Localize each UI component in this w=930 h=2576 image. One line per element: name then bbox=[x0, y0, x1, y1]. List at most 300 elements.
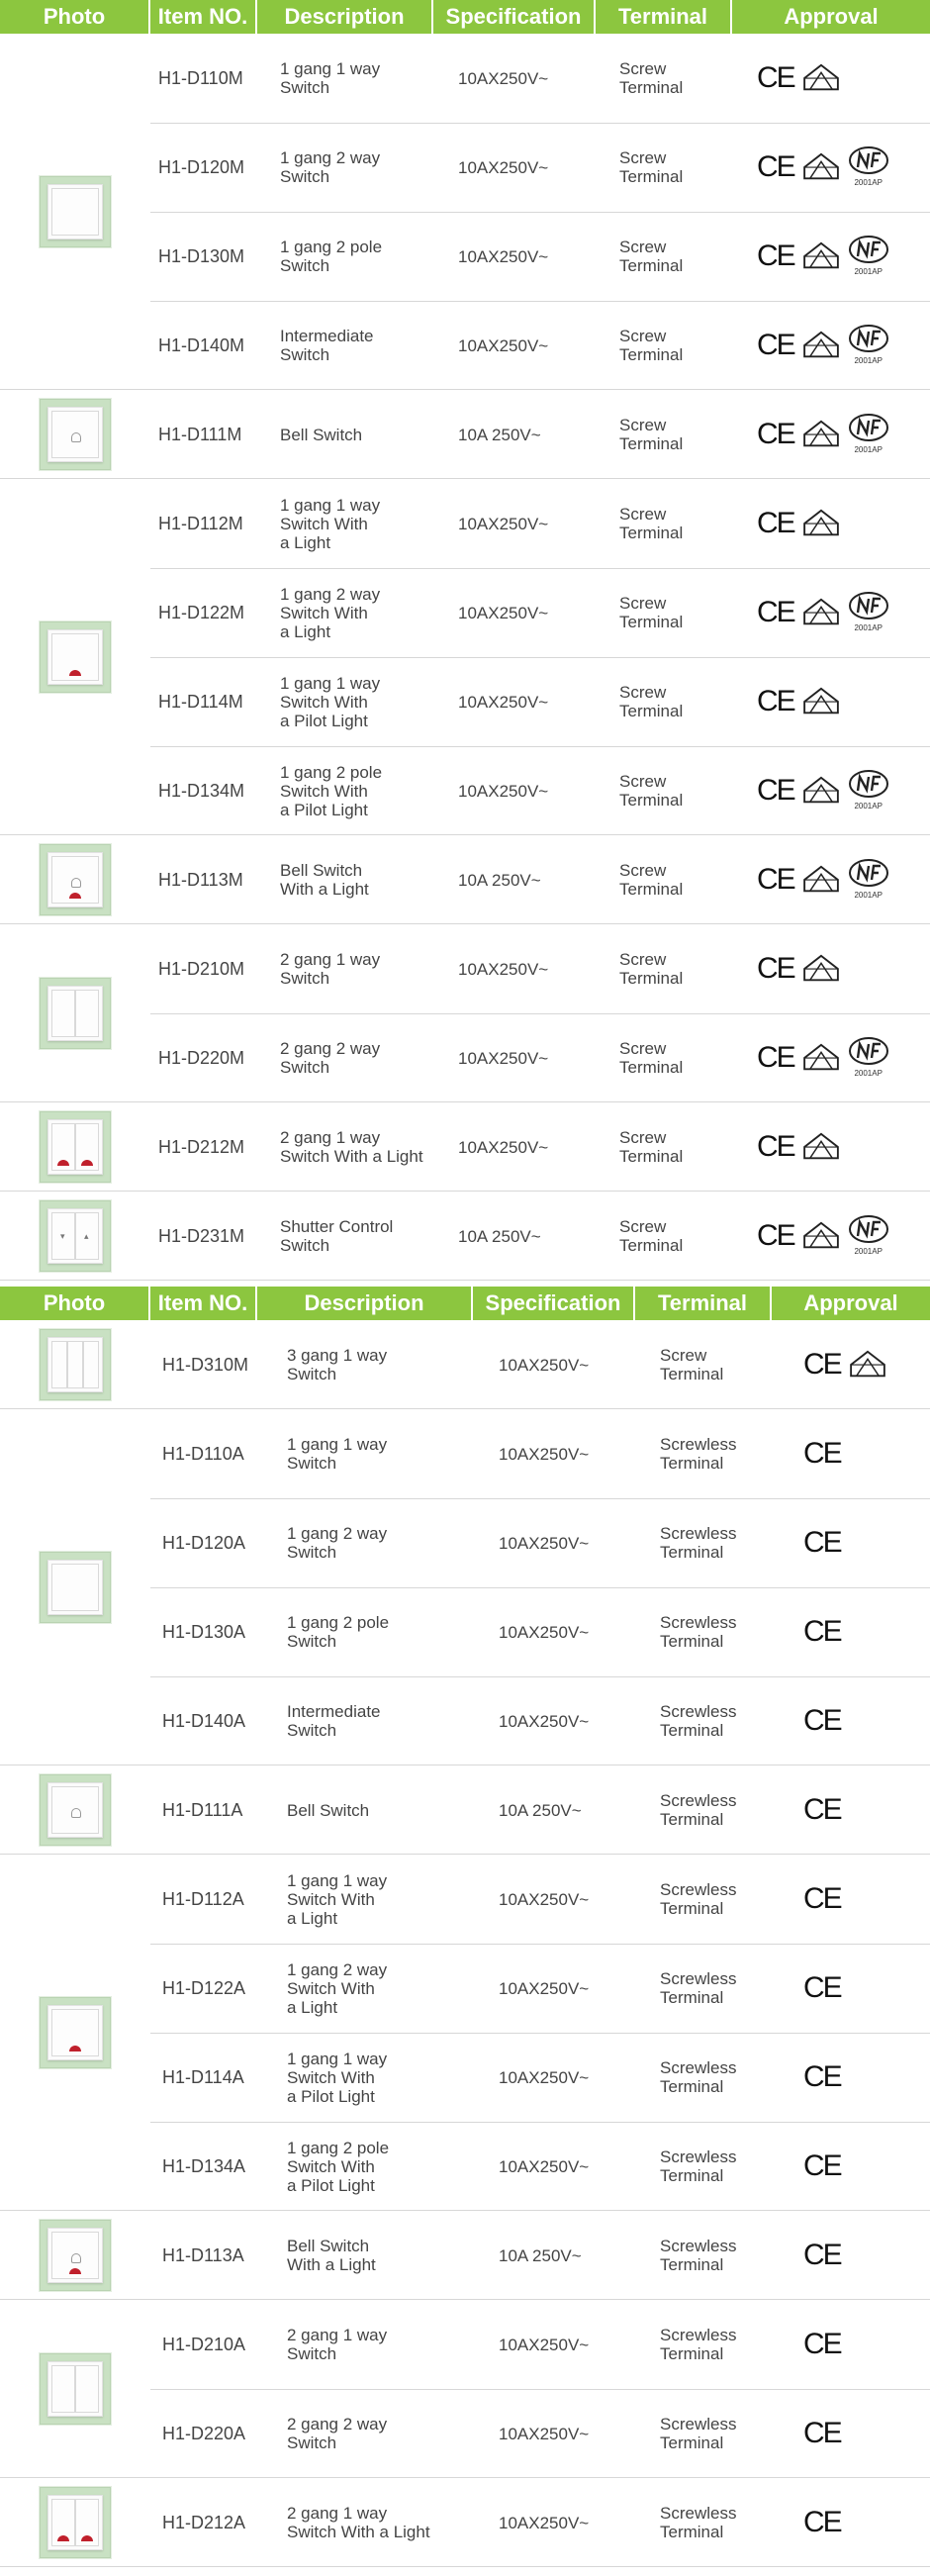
terminal-text: Screw Terminal bbox=[619, 238, 684, 275]
ce-mark-icon: CE bbox=[803, 1348, 841, 1381]
terminal-text: Screw Terminal bbox=[619, 148, 684, 186]
vde-mark-icon bbox=[802, 954, 840, 984]
table-section-1 bbox=[0, 0, 930, 1281]
header-approval: Approval bbox=[784, 4, 879, 29]
nf-mark bbox=[848, 591, 889, 634]
table-body-2 bbox=[0, 1320, 930, 2567]
specification-text: 10A 250V~ bbox=[458, 425, 541, 444]
item-number-text: H1-D111A bbox=[162, 1799, 243, 1820]
approval-marks bbox=[803, 1409, 841, 1498]
table-row bbox=[0, 1409, 930, 1498]
description bbox=[280, 1102, 453, 1192]
terminal bbox=[660, 1855, 779, 1944]
approval-marks bbox=[757, 479, 840, 568]
specification-text: 10AX250V~ bbox=[458, 246, 549, 266]
group-divider bbox=[0, 2566, 930, 2567]
nf-mark-icon bbox=[848, 235, 889, 268]
specification-text: 10AX250V~ bbox=[458, 781, 549, 801]
terminal bbox=[660, 2478, 779, 2567]
specification-text: 10A 250V~ bbox=[499, 2245, 582, 2265]
item-number bbox=[162, 2211, 281, 2300]
terminal bbox=[660, 1944, 779, 2033]
vde-mark-icon bbox=[802, 509, 840, 538]
terminal-text: Screwless Terminal bbox=[660, 2237, 737, 2274]
description bbox=[280, 479, 453, 568]
description-text: Bell Switch With a Light bbox=[287, 2237, 376, 2274]
ce-mark-icon: CE bbox=[757, 952, 794, 985]
terminal bbox=[619, 1102, 738, 1192]
specification-text: 10A 250V~ bbox=[458, 870, 541, 890]
item-number-text: H1-D130A bbox=[162, 1621, 246, 1642]
nf-mark-icon bbox=[848, 858, 889, 892]
approval-marks bbox=[757, 1192, 889, 1281]
table-row bbox=[0, 1102, 930, 1192]
item-number-text: H1-D220M bbox=[158, 1047, 245, 1068]
specification bbox=[499, 2389, 647, 2478]
arrow-down-icon: ▾ bbox=[60, 1231, 65, 1242]
product-group bbox=[0, 1855, 930, 2211]
vde-mark-icon bbox=[802, 152, 840, 182]
specification bbox=[458, 924, 606, 1013]
approval-marks bbox=[803, 1587, 841, 1676]
table-row bbox=[0, 2300, 930, 2389]
ce-mark-icon: CE bbox=[757, 774, 794, 807]
item-number-text: H1-D122M bbox=[158, 602, 245, 622]
terminal-text: Screw Terminal bbox=[619, 327, 684, 364]
nf-caption: 2001AP bbox=[854, 267, 883, 276]
item-number bbox=[162, 2389, 281, 2478]
product-group bbox=[0, 479, 930, 835]
terminal bbox=[619, 390, 738, 479]
approval-marks bbox=[803, 2211, 841, 2300]
item-number-text: H1-D113A bbox=[162, 2244, 244, 2265]
item-number bbox=[158, 1013, 277, 1102]
ce-mark-icon: CE bbox=[757, 61, 794, 94]
description-text: 1 gang 2 way Switch With a Light bbox=[280, 584, 381, 641]
terminal-text: Screw Terminal bbox=[660, 1346, 724, 1383]
approval-marks bbox=[803, 2033, 841, 2122]
table-row bbox=[0, 2122, 930, 2211]
terminal-text: Screw Terminal bbox=[619, 1128, 684, 1166]
approval-marks bbox=[757, 746, 889, 835]
terminal-text: Screwless Terminal bbox=[660, 1880, 737, 1918]
specification-text: 10AX250V~ bbox=[499, 2156, 590, 2176]
item-number-text: H1-D120M bbox=[158, 156, 245, 177]
approval-marks bbox=[757, 568, 889, 657]
approval-marks bbox=[803, 1320, 886, 1409]
approval-marks bbox=[803, 1498, 841, 1587]
specification bbox=[499, 2300, 647, 2389]
ce-mark-icon: CE bbox=[803, 2328, 841, 2360]
terminal-text: Screw Terminal bbox=[619, 416, 684, 453]
specification bbox=[499, 1320, 647, 1409]
vde-mark-icon bbox=[802, 598, 840, 627]
description-text: Bell Switch bbox=[280, 425, 363, 444]
item-number-text: H1-D310M bbox=[162, 1354, 249, 1375]
approval-marks bbox=[803, 1855, 841, 1944]
item-number-text: H1-D140M bbox=[158, 334, 245, 355]
description-text: 1 gang 2 way Switch bbox=[287, 1524, 388, 1562]
specification-text: 10AX250V~ bbox=[458, 603, 549, 622]
description-text: 1 gang 2 pole Switch bbox=[287, 1613, 390, 1651]
header-photo: Photo bbox=[0, 0, 150, 34]
ce-mark-icon: CE bbox=[803, 1615, 841, 1648]
specification-text: 10AX250V~ bbox=[458, 68, 549, 88]
description bbox=[287, 1498, 460, 1587]
description bbox=[287, 2300, 460, 2389]
specification bbox=[499, 2478, 647, 2567]
terminal bbox=[619, 657, 738, 746]
terminal bbox=[619, 479, 738, 568]
item-number-text: H1-D134A bbox=[162, 2155, 246, 2176]
header-specification: Specification bbox=[473, 1287, 635, 1320]
description-text: Bell Switch With a Light bbox=[280, 861, 369, 899]
group-divider bbox=[0, 1280, 930, 1281]
specification bbox=[499, 2122, 647, 2211]
terminal bbox=[660, 1676, 779, 1765]
product-group bbox=[0, 1320, 930, 1409]
ce-mark-icon: CE bbox=[803, 1971, 841, 2004]
specification-text: 10AX250V~ bbox=[499, 2335, 590, 2354]
table-row bbox=[0, 1944, 930, 2033]
description bbox=[287, 2033, 460, 2122]
item-number bbox=[158, 34, 277, 123]
nf-caption: 2001AP bbox=[854, 445, 883, 454]
ce-mark-icon: CE bbox=[757, 418, 794, 450]
terminal bbox=[619, 212, 738, 301]
nf-mark bbox=[848, 235, 889, 278]
table-row bbox=[0, 34, 930, 123]
item-number-text: H1-D122A bbox=[162, 1977, 246, 1998]
item-number-text: H1-D110A bbox=[162, 1443, 244, 1464]
terminal-text: Screwless Terminal bbox=[660, 2147, 737, 2185]
terminal bbox=[619, 924, 738, 1013]
nf-caption: 2001AP bbox=[854, 178, 883, 187]
description-text: 2 gang 1 way Switch With a Light bbox=[287, 2504, 430, 2541]
specification bbox=[458, 479, 606, 568]
terminal bbox=[619, 746, 738, 835]
table-section-2 bbox=[0, 1287, 930, 2567]
specification-text: 10AX250V~ bbox=[499, 1444, 590, 1464]
nf-mark-icon bbox=[848, 591, 889, 624]
specification bbox=[458, 123, 606, 212]
specification-text: 10AX250V~ bbox=[499, 1978, 590, 1998]
product-group bbox=[0, 34, 930, 390]
specification-text: 10AX250V~ bbox=[458, 335, 549, 355]
description bbox=[287, 2389, 460, 2478]
terminal-text: Screwless Terminal bbox=[660, 2326, 737, 2363]
table-row bbox=[0, 301, 930, 390]
description bbox=[280, 568, 453, 657]
ce-mark-icon: CE bbox=[803, 2506, 841, 2538]
description bbox=[287, 1409, 460, 1498]
header-terminal: Terminal bbox=[596, 0, 732, 34]
item-number bbox=[162, 2122, 281, 2211]
approval-marks bbox=[803, 2122, 841, 2211]
nf-caption: 2001AP bbox=[854, 623, 883, 632]
vde-mark-icon bbox=[802, 420, 840, 449]
specification-text: 10AX250V~ bbox=[499, 2067, 590, 2087]
terminal-text: Screw Terminal bbox=[619, 1039, 684, 1077]
description-text: 1 gang 1 way Switch With a Pilot Light bbox=[287, 2049, 388, 2106]
header-item-no: Item NO. bbox=[150, 0, 257, 34]
terminal-text: Screw Terminal bbox=[619, 683, 684, 720]
nf-mark-icon bbox=[848, 324, 889, 357]
specification bbox=[458, 212, 606, 301]
terminal bbox=[660, 1320, 779, 1409]
specification bbox=[499, 1587, 647, 1676]
terminal bbox=[619, 835, 738, 924]
terminal-text: Screwless Terminal bbox=[660, 2058, 737, 2096]
specification-text: 10AX250V~ bbox=[499, 1533, 590, 1553]
item-number-text: H1-D111M bbox=[158, 424, 242, 444]
specification-text: 10AX250V~ bbox=[499, 1355, 590, 1375]
terminal bbox=[619, 123, 738, 212]
terminal-text: Screwless Terminal bbox=[660, 1969, 737, 2007]
terminal bbox=[660, 2211, 779, 2300]
description bbox=[287, 2211, 460, 2300]
description-text: 1 gang 2 pole Switch bbox=[280, 238, 383, 275]
description-text: 2 gang 1 way Switch With a Light bbox=[280, 1128, 423, 1166]
terminal-text: Screwless Terminal bbox=[660, 1613, 737, 1651]
description bbox=[287, 2122, 460, 2211]
nf-caption: 2001AP bbox=[854, 356, 883, 365]
product-group bbox=[0, 1409, 930, 1765]
table-row bbox=[0, 746, 930, 835]
item-number-text: H1-D210M bbox=[158, 958, 245, 979]
specification-text: 10AX250V~ bbox=[499, 1622, 590, 1642]
specification-text: 10AX250V~ bbox=[499, 1889, 590, 1909]
approval-marks bbox=[757, 1102, 840, 1192]
table-row bbox=[0, 1013, 930, 1102]
vde-mark-icon bbox=[802, 865, 840, 895]
terminal bbox=[660, 2033, 779, 2122]
product-group bbox=[0, 1765, 930, 1855]
item-number bbox=[158, 924, 277, 1013]
terminal-text: Screwless Terminal bbox=[660, 2504, 737, 2541]
terminal bbox=[619, 301, 738, 390]
item-number-text: H1-D114M bbox=[158, 691, 243, 712]
description-text: 3 gang 1 way Switch bbox=[287, 1346, 388, 1383]
ce-mark-icon: CE bbox=[757, 596, 794, 628]
approval-marks bbox=[757, 212, 889, 301]
approval-marks bbox=[803, 2300, 841, 2389]
ce-mark-icon: CE bbox=[757, 685, 794, 717]
table-row bbox=[0, 568, 930, 657]
terminal-text: Screw Terminal bbox=[619, 1217, 684, 1255]
product-group bbox=[0, 1192, 930, 1281]
item-number-text: H1-D220A bbox=[162, 2423, 246, 2443]
terminal-text: Screw Terminal bbox=[619, 772, 684, 810]
ce-mark-icon: CE bbox=[803, 1793, 841, 1826]
table-row bbox=[0, 1676, 930, 1765]
ce-mark-icon: CE bbox=[803, 1704, 841, 1737]
specification bbox=[499, 1676, 647, 1765]
item-number-text: H1-D114A bbox=[162, 2066, 244, 2087]
product-group bbox=[0, 2300, 930, 2478]
table-row bbox=[0, 2033, 930, 2122]
nf-caption: 2001AP bbox=[854, 802, 883, 811]
specification bbox=[458, 568, 606, 657]
item-number bbox=[162, 1498, 281, 1587]
nf-caption: 2001AP bbox=[854, 1069, 883, 1078]
item-number-text: H1-D212M bbox=[158, 1136, 245, 1157]
item-number bbox=[158, 212, 277, 301]
specification bbox=[458, 301, 606, 390]
description-text: 1 gang 1 way Switch With a Light bbox=[287, 1870, 388, 1928]
specification bbox=[499, 1855, 647, 1944]
description-text: Intermediate Switch bbox=[280, 327, 374, 364]
table-header-2 bbox=[0, 1287, 930, 1320]
approval-marks bbox=[757, 390, 889, 479]
arrow-up-icon: ▴ bbox=[84, 1231, 89, 1242]
terminal-text: Screw Terminal bbox=[619, 950, 684, 988]
specification bbox=[458, 1013, 606, 1102]
ce-mark-icon: CE bbox=[757, 1219, 794, 1252]
nf-mark bbox=[848, 324, 889, 367]
description-text: 1 gang 1 way Switch bbox=[287, 1435, 388, 1473]
description bbox=[280, 212, 453, 301]
table-row bbox=[0, 1765, 930, 1855]
vde-mark-icon bbox=[802, 63, 840, 93]
item-number-text: H1-D134M bbox=[158, 780, 245, 801]
terminal bbox=[660, 2122, 779, 2211]
description bbox=[287, 1676, 460, 1765]
description bbox=[280, 1192, 453, 1281]
specification bbox=[499, 1765, 647, 1855]
terminal bbox=[619, 1192, 738, 1281]
specification-text: 10AX250V~ bbox=[458, 1048, 549, 1068]
ce-mark-icon: CE bbox=[803, 2417, 841, 2449]
ce-mark-icon: CE bbox=[757, 863, 794, 896]
ce-mark-icon: CE bbox=[757, 239, 794, 272]
specification bbox=[458, 1192, 606, 1281]
approval-marks bbox=[757, 835, 889, 924]
description bbox=[280, 123, 453, 212]
description-text: 1 gang 2 way Switch With a Light bbox=[287, 1959, 388, 2017]
description bbox=[280, 657, 453, 746]
description bbox=[287, 1765, 460, 1855]
description-text: 2 gang 2 way Switch bbox=[287, 2415, 388, 2452]
item-number bbox=[158, 390, 277, 479]
table-header-1 bbox=[0, 0, 930, 34]
nf-mark-icon bbox=[848, 1214, 889, 1248]
item-number-text: H1-D212A bbox=[162, 2512, 246, 2532]
item-number-text: H1-D120A bbox=[162, 1532, 246, 1553]
nf-mark-icon bbox=[848, 145, 889, 179]
terminal bbox=[619, 34, 738, 123]
ce-mark-icon: CE bbox=[757, 1041, 794, 1074]
specification bbox=[458, 390, 606, 479]
description-text: 2 gang 2 way Switch bbox=[280, 1039, 381, 1077]
approval-marks bbox=[803, 1676, 841, 1765]
item-number bbox=[162, 2300, 281, 2389]
description bbox=[280, 301, 453, 390]
item-number bbox=[158, 657, 277, 746]
item-number bbox=[158, 301, 277, 390]
description bbox=[287, 2478, 460, 2567]
nf-mark bbox=[848, 1214, 889, 1258]
specification bbox=[499, 1944, 647, 2033]
item-number bbox=[162, 2033, 281, 2122]
table-row bbox=[0, 1855, 930, 1944]
terminal-text: Screw Terminal bbox=[619, 59, 684, 97]
item-number-text: H1-D112M bbox=[158, 513, 243, 533]
approval-marks bbox=[757, 1013, 889, 1102]
terminal bbox=[660, 2389, 779, 2478]
description bbox=[280, 924, 453, 1013]
description bbox=[280, 835, 453, 924]
product-group bbox=[0, 835, 930, 924]
header-description: Description bbox=[257, 0, 433, 34]
header-item-no: Item NO. bbox=[150, 1287, 257, 1320]
table-row bbox=[0, 123, 930, 212]
specification bbox=[499, 2211, 647, 2300]
table-row bbox=[0, 2389, 930, 2478]
vde-mark-icon bbox=[802, 1132, 840, 1162]
specification-text: 10A 250V~ bbox=[458, 1226, 541, 1246]
nf-caption: 2001AP bbox=[854, 1247, 883, 1256]
nf-mark-icon bbox=[848, 413, 889, 446]
specification bbox=[499, 2033, 647, 2122]
description bbox=[287, 1944, 460, 2033]
nf-mark bbox=[848, 858, 889, 902]
header-approval: Approval bbox=[803, 1290, 898, 1315]
terminal-text: Screwless Terminal bbox=[660, 1524, 737, 1562]
description-text: Intermediate Switch bbox=[287, 1702, 381, 1740]
item-number bbox=[162, 1587, 281, 1676]
header-specification: Specification bbox=[433, 0, 596, 34]
specification-text: 10AX250V~ bbox=[499, 2424, 590, 2443]
item-number bbox=[162, 1676, 281, 1765]
terminal bbox=[660, 1498, 779, 1587]
ce-mark-icon: CE bbox=[803, 1882, 841, 1915]
ce-mark-icon: CE bbox=[757, 150, 794, 183]
specification bbox=[458, 1102, 606, 1192]
item-number-text: H1-D130M bbox=[158, 245, 245, 266]
specification-text: 10AX250V~ bbox=[458, 157, 549, 177]
table-row bbox=[0, 390, 930, 479]
terminal bbox=[660, 1765, 779, 1855]
terminal bbox=[619, 1013, 738, 1102]
item-number bbox=[162, 1320, 281, 1409]
item-number-text: H1-D110M bbox=[158, 67, 243, 88]
description bbox=[280, 390, 453, 479]
specification-text: 10AX250V~ bbox=[458, 692, 549, 712]
ce-mark-icon: CE bbox=[757, 1130, 794, 1163]
terminal-text: Screwless Terminal bbox=[660, 1702, 737, 1740]
specification bbox=[458, 746, 606, 835]
approval-marks bbox=[803, 2478, 841, 2567]
ce-mark-icon: CE bbox=[803, 2149, 841, 2182]
product-group bbox=[0, 924, 930, 1102]
ce-mark-icon: CE bbox=[803, 2239, 841, 2271]
item-number bbox=[158, 746, 277, 835]
specification-text: 10AX250V~ bbox=[458, 514, 549, 533]
nf-mark-icon bbox=[848, 1036, 889, 1070]
specification-text: 10A 250V~ bbox=[499, 1800, 582, 1820]
header-description: Description bbox=[257, 1287, 473, 1320]
description-text: 2 gang 1 way Switch bbox=[287, 2326, 388, 2363]
item-number bbox=[158, 479, 277, 568]
description bbox=[280, 746, 453, 835]
specification-text: 10AX250V~ bbox=[499, 2513, 590, 2532]
nf-mark bbox=[848, 145, 889, 189]
description-text: Bell Switch bbox=[287, 1800, 370, 1820]
description-text: 1 gang 1 way Switch With a Pilot Light bbox=[280, 673, 381, 730]
specification-text: 10AX250V~ bbox=[458, 959, 549, 979]
table-row bbox=[0, 1320, 930, 1409]
